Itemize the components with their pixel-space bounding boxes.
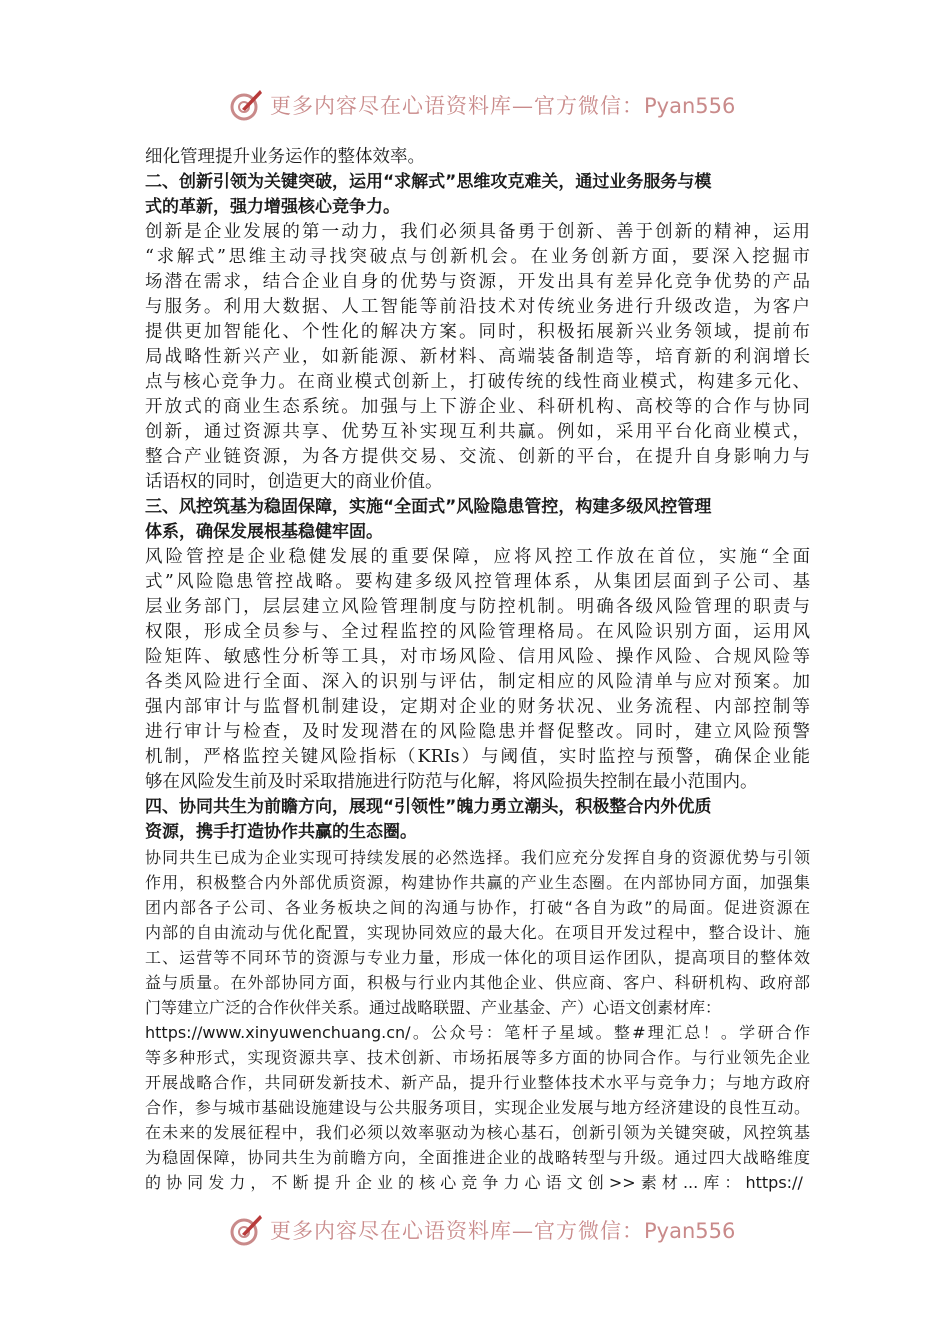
text-line: 门等建立广泛的合作伙伴关系。通过战略联盟、产业基金、产）心语文创素材库： <box>145 998 722 1017</box>
text-line: 提供更加智能化、个性化的解决方案。同时，积极拓展新兴业务领域，提前布 <box>145 322 810 342</box>
text-line: 协同共生已成为企业实现可持续发展的必然选择。我们应充分发挥自身的资源优势与引领 <box>145 848 810 867</box>
header-banner <box>0 83 950 127</box>
section-heading-line: 体系，确保发展根基稳健牢固。 <box>145 522 383 542</box>
text-line: 工、运营等不同环节的资源与专业力量，形成一体化的项目运作团队，提高项目的整体效 <box>145 948 810 967</box>
text-line: 的 协 同 发 力 ， 不 断 提 升 企 业 的 核 心 竞 争 力 心 语 文 创 >> 素 材 ... 库 ： https:// <box>145 1173 803 1192</box>
text-line: “求解式”思维主动寻找突破点与创新机会。在业务创新方面，要深入挖掘市 <box>145 247 810 267</box>
text-line: 创新是企业发展的第一动力，我们必须具备勇于创新、善于创新的精神，运用 <box>145 222 810 242</box>
footer-banner-content <box>228 1208 735 1252</box>
text-line: 式”风险隐患管控战略。要构建多级风控管理体系，从集团层面到子公司、基 <box>145 572 810 592</box>
text-line: 话语权的同时，创造更大的商业价值。 <box>145 472 443 492</box>
text-line: 益与质量。在外部协同方面，积极与行业内其他企业、供应商、客户、科研机构、政府部 <box>145 973 810 992</box>
text-line: 创新，通过资源共享、优势互补实现互利共赢。例如，采用平台化商业模式， <box>145 422 810 442</box>
header-banner-text: 更多内容尽在心语资料库—官方微信：Pyan556 <box>270 94 736 118</box>
text-line: 内部的自由流动与优化配置，实现协同效应的最大化。在项目开发过程中，整合设计、施 <box>145 923 810 942</box>
text-line: 局战略性新兴产业，如新能源、新材料、高端装备制造等，培育新的利润增长 <box>145 347 810 367</box>
footer-banner <box>0 1208 950 1252</box>
quill-logo-icon <box>228 1212 264 1248</box>
text-line: 权限，形成全员参与、全过程监控的风险管理格局。在风险识别方面，运用风 <box>145 622 810 642</box>
text-line: 机制，严格监控关键风险指标（KRIs）与阈值，实时监控与预警，确保企业能 <box>145 747 810 767</box>
text-line: 作用，积极整合内外部优质资源，构建协作共赢的产业生态圈。在内部协同方面，加强集 <box>145 873 810 892</box>
text-line: 等多种形式，实现资源共享、技术创新、市场拓展等多方面的协同合作。与行业领先企业 <box>145 1048 810 1067</box>
text-line: 整合产业链资源，为各方提供交易、交流、创新的平台，在提升自身影响力与 <box>145 447 810 467</box>
section-heading-line: 三、风控筑基为稳固保障，实施“全面式”风险隐患管控，构建多级风控管理 <box>145 497 712 517</box>
text-line: 险矩阵、敏感性分析等工具，对市场风险、信用风险、操作风险、合规风险等 <box>145 647 810 667</box>
text-line: 细化管理提升业务运作的整体效率。 <box>145 147 425 167</box>
text-line: 各类风险进行全面、深入的识别与评估，制定相应的风险清单与应对预案。加 <box>145 672 810 692</box>
text-line: 进行审计与检查，及时发现潜在的风险隐患并督促整改。同时，建立风险预警 <box>145 722 810 742</box>
footer-banner-text: 更多内容尽在心语资料库—官方微信：Pyan556 <box>270 1219 736 1243</box>
text-line: 够在风险发生前及时采取措施进行防范与化解，将风险损失控制在最小范围内。 <box>145 772 758 792</box>
text-line: 开展战略合作，共同研发新技术、新产品，提升行业整体技术水平与竞争力；与地方政府 <box>145 1073 810 1092</box>
text-line: 点与核心竞争力。在商业模式创新上，打破传统的线性商业模式，构建多元化、 <box>145 372 810 392</box>
document-body <box>145 145 810 1195</box>
text-line: https://www.xinyuwenchuang.cn/。公众号：笔杆子星域。整#理汇总！。学研合作 <box>145 1023 810 1042</box>
text-line: 开放式的商业生态系统。加强与上下游企业、科研机构、高校等的合作与协同 <box>145 397 810 417</box>
text-line: 合作，参与城市基础设施建设与公共服务项目，实现企业发展与地方经济建设的良性互动。 <box>145 1098 810 1117</box>
text-line: 为稳固保障，协同共生为前瞻方向，全面推进企业的战略转型与升级。通过四大战略维度 <box>145 1148 810 1167</box>
section-heading-line: 二、创新引领为关键突破，运用“求解式”思维攻克难关，通过业务服务与模 <box>145 172 712 192</box>
text-line: 团内部各子公司、各业务板块之间的沟通与协作，打破“各自为政”的局面。促进资源在 <box>145 898 810 917</box>
text-line: 与服务。利用大数据、人工智能等前沿技术对传统业务进行升级改造，为客户 <box>145 297 810 317</box>
header-banner-content <box>228 83 735 127</box>
text-line: 层业务部门，层层建立风险管理制度与防控机制。明确各级风险管理的职责与 <box>145 597 810 617</box>
section-heading-line: 资源，携手打造协作共赢的生态圈。 <box>145 822 417 842</box>
section-heading-line: 四、协同共生为前瞻方向，展现“引领性”魄力勇立潮头，积极整合内外优质 <box>145 797 712 817</box>
text-line: 场潜在需求，结合企业自身的优势与资源，开发出具有差异化竞争优势的产品 <box>145 272 810 292</box>
quill-logo-icon <box>228 87 264 123</box>
text-line: 强内部审计与监督机制建设，定期对企业的财务状况、业务流程、内部控制等 <box>145 697 810 717</box>
text-line: 风险管控是企业稳健发展的重要保障，应将风控工作放在首位，实施“全面 <box>145 547 810 567</box>
text-line: 在未来的发展征程中，我们必须以效率驱动为核心基石，创新引领为关键突破，风控筑基 <box>145 1123 810 1142</box>
section-heading-line: 式的革新，强力增强核心竞争力。 <box>145 197 400 217</box>
